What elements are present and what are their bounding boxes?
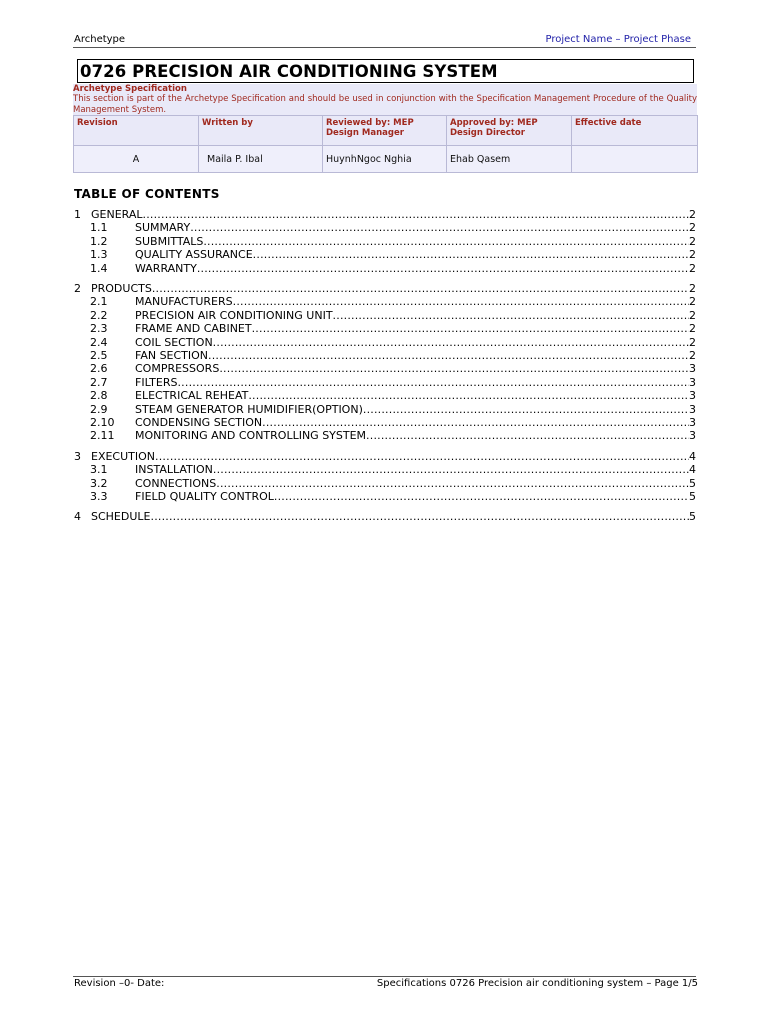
title-box [77,59,694,83]
toc-entry-title: MANUFACTURERS [135,295,233,309]
toc-entry-number: 3 [74,449,81,463]
footer-divider [73,976,696,977]
toc-entry[interactable] [90,362,696,375]
toc-entry-title: COMPRESSORS [135,362,220,376]
toc-leader-dots [252,322,689,335]
toc-entry-page: 2 [689,335,696,349]
toc-entry-number: 2.8 [90,389,108,403]
toc-leader-dots [333,309,689,322]
toc-entry-page: 2 [689,221,696,235]
toc-entry[interactable] [90,490,696,503]
document-title: 0726 PRECISION AIR CONDITIONING SYSTEM [80,62,498,81]
toc-entry[interactable] [90,349,696,362]
toc-leader-dots [216,477,689,490]
toc-leader-dots [274,490,689,503]
toc-entry-number: 4 [74,510,81,524]
toc-entry[interactable] [90,221,696,234]
toc-entry-page: 2 [689,282,696,295]
toc-entry[interactable] [90,248,696,261]
toc-entry-number: 3.3 [90,490,108,503]
spec-description: This section is part of the Archetype Specification and should be used in conjunction with the Specification Management Procedure of the Quality Management System. [73,94,697,115]
toc-entry-title: FRAME AND CABINET [135,322,252,336]
toc-entry-page: 3 [689,402,696,416]
header-divider [73,47,696,48]
toc-entry-page: 2 [689,234,696,248]
toc-leader-dots [363,403,689,416]
revision-table-row [74,146,698,173]
toc-entry[interactable] [90,463,696,476]
effective-date-value [572,146,698,173]
toc-leader-dots [253,248,689,261]
revision-value: A [74,146,199,173]
page-header-left: Archetype [74,34,126,45]
toc-title: TABLE OF CONTENTS [74,187,220,201]
toc-entry-page: 2 [689,261,696,275]
toc-entry-page: 3 [689,389,696,403]
toc-entry[interactable] [74,282,696,295]
toc-entry-number: 1.4 [90,261,108,275]
toc-entry-number: 2.3 [90,322,108,336]
toc-entry[interactable] [90,322,696,335]
toc-entry-number: 1 [74,208,81,221]
toc-entry-page: 4 [689,463,696,477]
header-approved-by: Approved by: MEP Design Director [447,116,572,146]
toc-entry-page: 5 [689,476,696,490]
toc-entry-page: 4 [689,449,696,463]
toc-leader-dots [219,362,689,375]
toc-entry-number: 3.1 [90,463,108,477]
toc-entry[interactable] [90,295,696,308]
toc-entry-page: 2 [689,308,696,322]
toc-entry-title: PRODUCTS [91,282,152,295]
toc-entry[interactable] [90,477,696,490]
toc-leader-dots [177,376,689,389]
toc-entry-title: MONITORING AND CONTROLLING SYSTEM [135,429,367,443]
toc-entry[interactable] [74,208,696,221]
toc-entry-number: 1.1 [90,221,108,235]
toc-entry-page: 3 [689,429,696,443]
toc-entry-title: FIELD QUALITY CONTROL [135,490,274,503]
page-header-right: Project Name – Project Phase [545,34,691,45]
toc-entry-number: 2.10 [90,416,115,429]
toc-entry-page: 3 [689,375,696,389]
toc-entry-number: 1.2 [90,234,108,248]
toc-leader-dots [248,389,689,402]
approved-by-value: Ehab Qasem [447,146,572,173]
toc-leader-dots [262,416,689,429]
toc-entry-number: 2.11 [90,429,115,443]
revision-table [73,115,698,173]
toc-leader-dots [152,282,689,295]
toc-entry-number: 2.6 [90,362,108,376]
toc-entry[interactable] [90,376,696,389]
toc-leader-dots [233,295,689,308]
toc-entry[interactable] [90,416,696,429]
toc-entry-page: 5 [689,490,696,503]
toc-leader-dots [203,235,689,248]
toc-entry-page: 2 [689,322,696,336]
toc-leader-dots [197,262,689,275]
written-by-value: Maila P. Ibal [199,146,323,173]
toc-leader-dots [151,510,690,523]
footer-right: Specifications 0726 Precision air conditioning system – Page 1/5 [376,978,698,989]
toc-entry-number: 1.3 [90,248,108,262]
header-effective-date: Effective date [572,116,698,146]
toc-entry-title: FILTERS [135,375,178,389]
toc-entry-page: 2 [689,349,696,362]
toc-entry-page: 3 [689,362,696,376]
toc-entry[interactable] [90,235,696,248]
toc-leader-dots [213,336,689,349]
toc-entry-page: 5 [689,510,696,524]
spec-block [73,84,697,115]
header-revision: Revision [74,116,199,146]
toc-entry-title: QUALITY ASSURANCE [135,248,253,262]
toc-entry-number: 2.4 [90,335,108,349]
toc-entry[interactable] [90,336,696,349]
toc-entry[interactable] [74,510,696,523]
header-reviewed-by: Reviewed by: MEP Design Manager [323,116,447,146]
toc-entry-number: 2.1 [90,295,108,309]
toc-entry-page: 2 [689,295,696,309]
toc-entry-title: SUBMITTALS [135,234,204,248]
toc-entry[interactable] [74,450,696,463]
toc-entry-title: ELECTRICAL REHEAT [135,389,249,403]
toc-leader-dots [213,463,689,476]
revision-table-header-row [74,116,698,146]
toc-entry-title: CONNECTIONS [135,476,217,490]
toc-leader-dots [366,429,689,442]
toc-entry-number: 2 [74,282,81,295]
toc-leader-dots [208,349,689,362]
toc-leader-dots [190,221,689,234]
toc-entry-title: STEAM GENERATOR HUMIDIFIER(OPTION) [135,402,363,416]
header-written-by: Written by [199,116,323,146]
toc-entry[interactable] [90,309,696,322]
toc-entry[interactable] [90,389,696,402]
toc-entry-title: PRECISION AIR CONDITIONING UNIT [135,308,333,322]
toc-entry-title: WARRANTY [135,261,197,275]
toc-entry[interactable] [90,429,696,442]
toc-entry-title: INSTALLATION [135,463,213,477]
reviewed-by-value: HuynhNgoc Nghia [323,146,447,173]
toc-leader-dots [155,450,689,463]
toc-entry-number: 2.9 [90,402,108,416]
toc-entry-title: CONDENSING SECTION [135,416,263,429]
toc-entry-title: EXECUTION [91,449,156,463]
toc-entry-number: 2.2 [90,308,108,322]
toc-entry-number: 2.7 [90,375,108,389]
toc-entry[interactable] [90,262,696,275]
toc-entry-title: FAN SECTION [135,349,209,362]
toc-entry-title: SUMMARY [135,221,191,235]
toc-entry-title: SCHEDULE [91,510,151,524]
toc-entry-title: GENERAL [91,208,143,221]
toc-entry-page: 3 [689,416,696,429]
footer-left: Revision –0- Date: [74,978,165,989]
toc-entry-title: COIL SECTION [135,335,213,349]
spec-label: Archetype Specification [73,84,187,94]
toc-entry-number: 2.5 [90,349,108,362]
toc-entry-page: 2 [689,208,696,221]
toc-entry-page: 2 [689,248,696,262]
toc-entry-number: 3.2 [90,476,108,490]
toc-entry[interactable] [90,403,696,416]
toc-leader-dots [143,208,689,221]
